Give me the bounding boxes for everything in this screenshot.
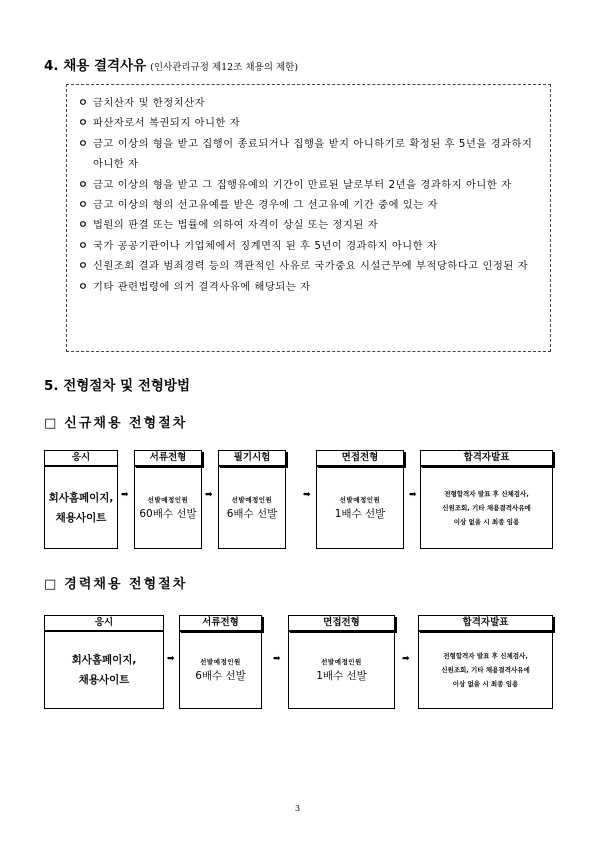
arrow-icon: ➡ bbox=[205, 490, 213, 500]
list-item: ㅇ 국가 공공기관이나 기업체에서 징계면직 된 후 5년이 경과하지 아니한 자 bbox=[78, 237, 546, 257]
step-head-document: 서류전형 bbox=[179, 615, 262, 631]
checkbox-icon: □ bbox=[44, 416, 59, 431]
step-head-interview: 면접전형 bbox=[316, 450, 404, 466]
arrow-icon: ➡ bbox=[402, 654, 410, 664]
bullet-icon: ㅇ bbox=[78, 138, 89, 150]
step-body-announce: 전형합격자 발표 후 신체검사, 신원조회, 기타 채용결격사유에 이상 없을 시 최종 임용 bbox=[418, 631, 553, 709]
page-number: 3 bbox=[294, 804, 301, 813]
step-body-document: 선발예정인원 6배수 선발 bbox=[179, 631, 262, 709]
arrow-icon: ➡ bbox=[167, 654, 175, 664]
section-4-subtitle: (인사관리규정 제12조 채용의 제한) bbox=[150, 62, 299, 73]
bullet-icon: ㅇ bbox=[78, 220, 89, 232]
step-body-interview: 선발예정인원 1배수 선발 bbox=[288, 631, 395, 709]
step-head-apply: 응시 bbox=[44, 615, 164, 631]
step-head-document: 서류전형 bbox=[134, 450, 202, 466]
arrow-icon: ➡ bbox=[303, 490, 311, 500]
list-item: ㅇ 금고 이상의 형의 선고유예를 받은 경우에 그 선고유예 기간 중에 있는 자 bbox=[78, 196, 546, 216]
step-body-interview: 선발예정인원 1배수 선발 bbox=[316, 466, 404, 549]
step-head-interview: 면접전형 bbox=[288, 615, 395, 631]
arrow-icon: ➡ bbox=[409, 490, 417, 500]
list-item: ㅇ 기타 관련법령에 의거 결격사유에 해당되는 자 bbox=[78, 278, 546, 298]
list-item: ㅇ 신원조회 결과 범죄경력 등의 객관적인 사유로 국가중요 시설근무에 부적당하다고 인정된 자 bbox=[78, 257, 546, 277]
step-head-written: 필기시험 bbox=[218, 450, 286, 466]
bullet-icon: ㅇ bbox=[78, 118, 89, 130]
disqualification-list bbox=[78, 94, 546, 298]
bullet-icon: ㅇ bbox=[78, 261, 89, 273]
section-5-title: 5. 전형절차 및 전형방법 bbox=[44, 378, 190, 394]
step-body-document: 선발예정인원 60배수 선발 bbox=[134, 466, 202, 549]
list-item: ㅇ 파산자로서 복권되지 아니한 자 bbox=[78, 114, 546, 134]
section-4-title bbox=[44, 54, 298, 74]
new-hire-title: □ 신규채용 전형절차 bbox=[44, 416, 188, 431]
checkbox-icon: □ bbox=[44, 577, 59, 592]
step-head-announce: 합격자발표 bbox=[418, 615, 553, 631]
career-hire-title: □ 경력채용 전형절차 bbox=[44, 577, 188, 592]
bullet-icon: ㅇ bbox=[78, 179, 89, 191]
list-item: ㅇ 금치산자 및 한정치산자 bbox=[78, 94, 546, 114]
bullet-icon: ㅇ bbox=[78, 240, 89, 252]
list-item: ㅇ 법원의 판결 또는 법률에 의하여 자격이 상실 또는 정지된 자 bbox=[78, 216, 546, 236]
step-body-written: 선발예정인원 6배수 선발 bbox=[218, 466, 286, 549]
bullet-icon: ㅇ bbox=[78, 200, 89, 212]
step-body-announce: 전형합격자 발표 후 신체검사, 신원조회, 기타 채용결격사유에 이상 없을 시 최종 임용 bbox=[420, 466, 553, 549]
list-item: ㅇ 금고 이상의 형을 받고 그 집행유예의 기간이 만료된 날로부터 2년을 경과하지 아니한 자 bbox=[78, 176, 546, 196]
step-head-apply: 응시 bbox=[44, 450, 118, 466]
step-head-announce: 합격자발표 bbox=[420, 450, 553, 466]
step-body-apply: 회사홈페이지, 채용사이트 bbox=[44, 466, 118, 549]
arrow-icon: ➡ bbox=[273, 654, 281, 664]
section-4-heading: 4. 채용 결격사유 bbox=[44, 58, 147, 74]
step-body-apply: 회사홈페이지, 채용사이트 bbox=[44, 631, 164, 709]
arrow-icon: ➡ bbox=[121, 490, 129, 500]
list-item: ㅇ 금고 이상의 형을 받고 집행이 종료되거나 집행을 받지 아니하기로 확정된 후 5년을 경과하지 아니한 자 bbox=[78, 135, 546, 176]
bullet-icon: ㅇ bbox=[78, 281, 89, 293]
bullet-icon: ㅇ bbox=[78, 98, 89, 109]
